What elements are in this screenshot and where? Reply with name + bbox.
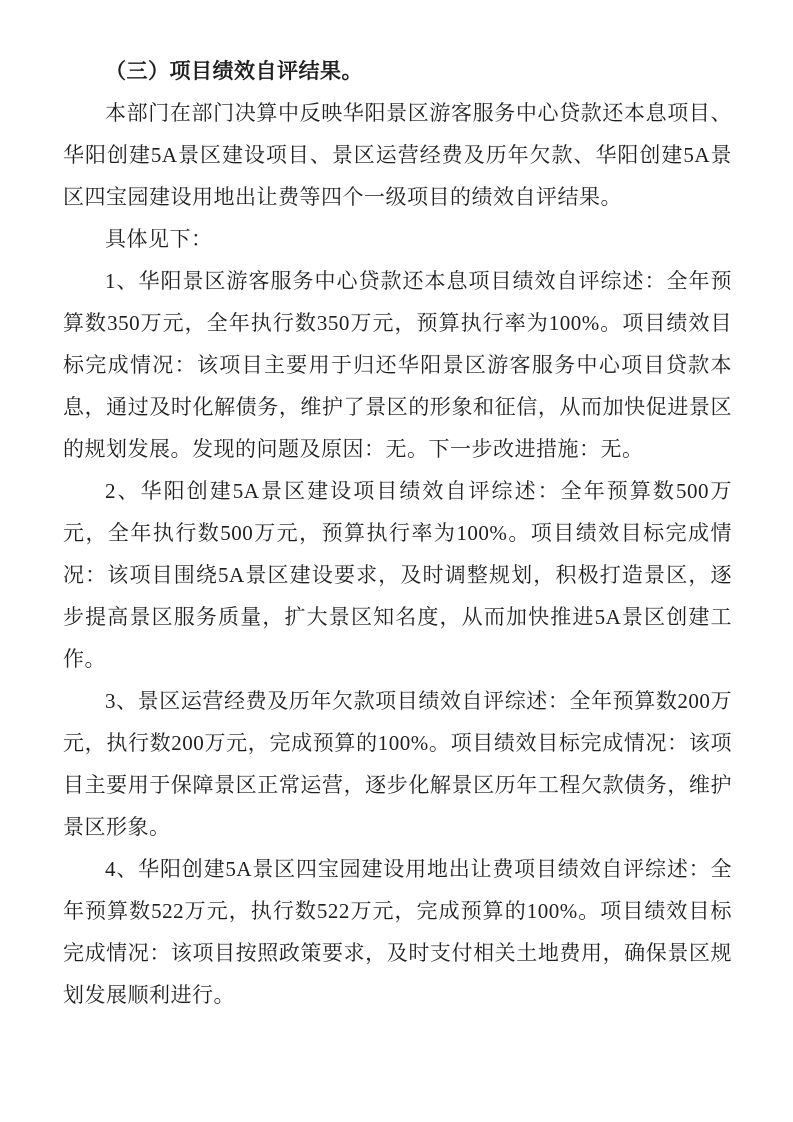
paragraph-item-1: 1、华阳景区游客服务中心贷款还本息项目绩效自评综述：全年预算数350万元，全年执行数350万元，预算执行率为100%。项目绩效目标完成情况：该项目主要用于归还华阳景区游客服务中心项目贷款本息，通过及时化解债务，维护了景区的形象和征信，从而加快促进景区的规划发展。发现的问题及原因：无。下一步改进措施：无。 <box>63 269 732 461</box>
paragraph-item-2: 2、华阳创建5A景区建设项目绩效自评综述：全年预算数500万元，全年执行数500万元，预算执行率为100%。项目绩效目标完成情况：该项目围绕5A景区建设要求，及时调整规划，积极打造景区，逐步提高景区服务质量，扩大景区知名度，从而加快推进5A景区创建工作。 <box>63 479 732 671</box>
section-heading <box>63 50 732 92</box>
paragraph-intro: 本部门在部门决算中反映华阳景区游客服务中心贷款还本息项目、华阳创建5A景区建设项目、景区运营经费及历年欠款、华阳创建5A景区四宝园建设用地出让费等四个一级项目的绩效自评结果。 <box>63 101 732 209</box>
paragraph-lead: 具体见下： <box>105 227 213 251</box>
section-heading-text: （三）项目绩效自评结果。 <box>105 59 363 83</box>
paragraph-item-4: 4、华阳创建5A景区四宝园建设用地出让费项目绩效自评综述：全年预算数522万元，执行数522万元，完成预算的100%。项目绩效目标完成情况：该项目按照政策要求，及时支付相关土地费用，确保景区规划发展顺利进行。 <box>63 857 732 1007</box>
paragraph-item-3: 3、景区运营经费及历年欠款项目绩效自评综述：全年预算数200万元，执行数200万元，完成预算的100%。项目绩效目标完成情况：该项目主要用于保障景区正常运营，逐步化解景区历年工程欠款债务，维护景区形象。 <box>63 689 732 839</box>
